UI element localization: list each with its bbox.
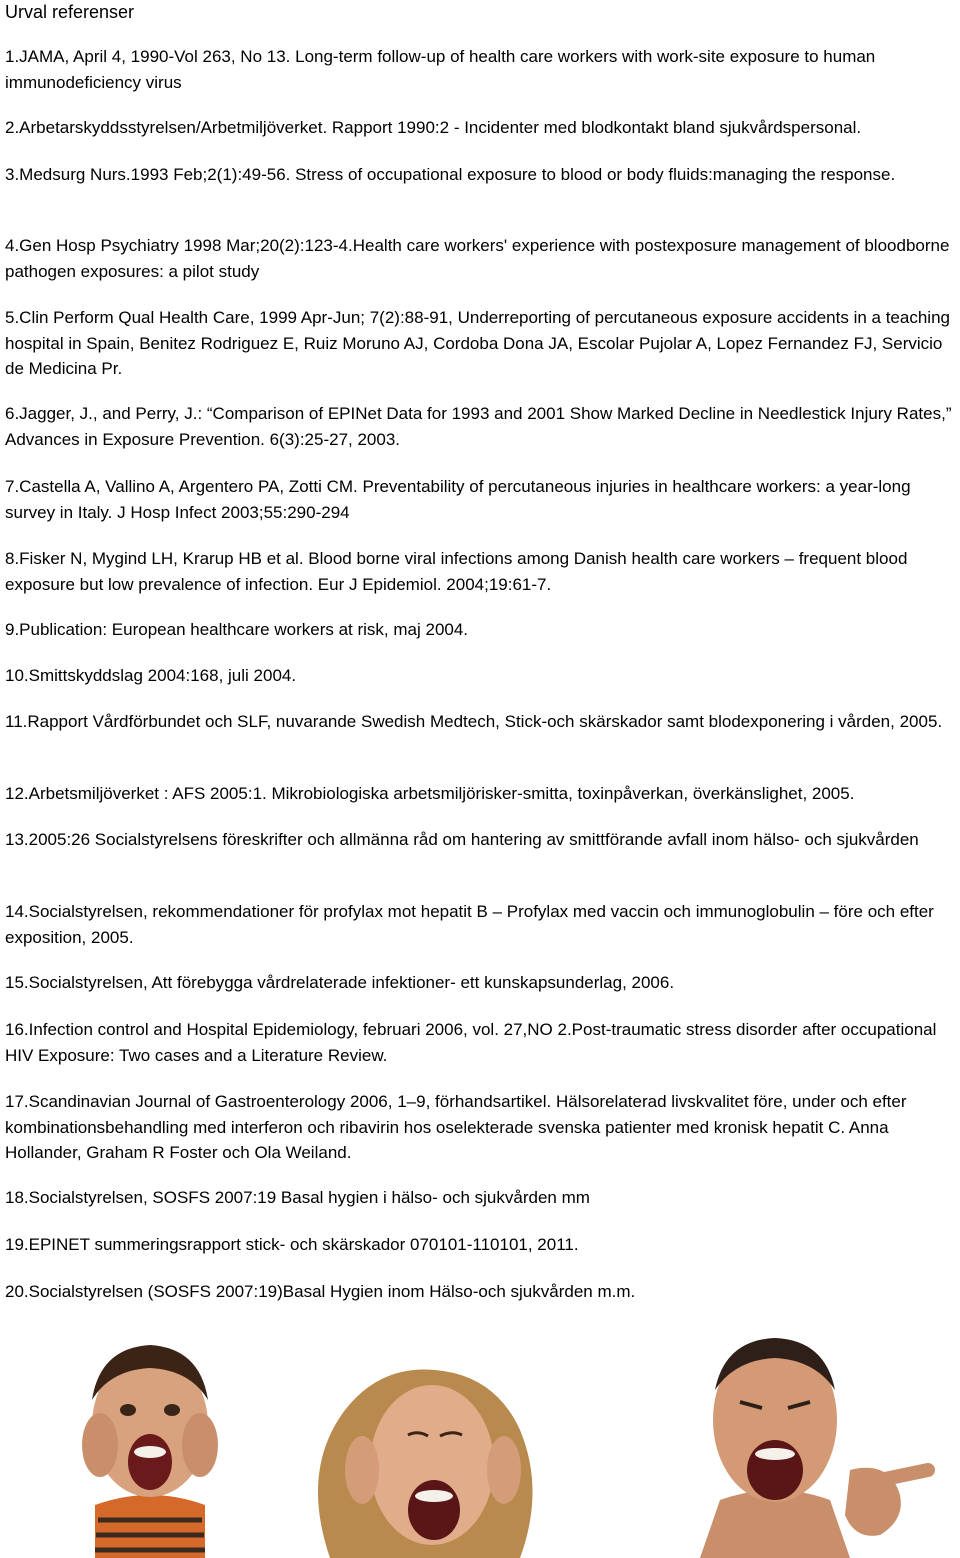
reference-item-1: 1.JAMA, April 4, 1990-Vol 263, No 13. Long-term follow-up of health care workers with work-site exposure to human immunodeficiency virus — [5, 47, 876, 92]
reference-item-9: 9.Publication: European healthcare workers at risk, maj 2004. — [5, 620, 469, 639]
reference-item-18: 18.Socialstyrelsen, SOSFS 2007:19 Basal hygien i hälso- och sjukvården mm — [5, 1188, 590, 1207]
reference-item-14: 14.Socialstyrelsen, rekommendationer för profylax mot hepatit B – Profylax med vaccin och immunoglobulin – före och efter exposition, 2005. — [5, 902, 934, 947]
reference-item-6: 6.Jagger, J., and Perry, J.: “Comparison of EPINet Data for 1993 and 2001 Show Marked Decline in Needlestick Injury Rates,” Advances in Exposure Prevention. 6(3):25-27, 2003. — [5, 404, 952, 449]
screaming-child-photo — [82, 1345, 218, 1558]
screaming-people-photo-strip — [0, 1320, 960, 1558]
reference-item-16: 16.Infection control and Hospital Epidemiology, februari 2006, vol. 27,NO 2.Post-traumatic stress disorder after occupational HIV Exposure: Two cases and a Literature Review. — [5, 1020, 937, 1065]
reference-item-5: 5.Clin Perform Qual Health Care, 1999 Apr-Jun; 7(2):88-91, Underreporting of percutaneous exposure accidents in a teaching hospital in Spain, Benitez Rodriguez E, Ruiz Moruno AJ, Cordoba Dona JA, Escolar Pujolar A, Lopez Fernandez FJ, Servicio de Medicina Pr. — [5, 308, 950, 378]
reference-item-15: 15.Socialstyrelsen, Att förebygga vårdrelaterade infektioner- ett kunskapsunderlag, 2006. — [5, 973, 675, 992]
reference-item-4: 4.Gen Hosp Psychiatry 1998 Mar;20(2):123-4.Health care workers' experience with postexposure management of bloodborne pathogen exposures: a pilot study — [5, 236, 950, 281]
reference-item-7: 7.Castella A, Vallino A, Argentero PA, Zotti CM. Preventability of percutaneous injuries in healthcare workers: a year-long survey in Italy. J Hosp Infect 2003;55:290-294 — [5, 477, 911, 522]
reference-item-8: 8.Fisker N, Mygind LH, Krarup HB et al. Blood borne viral infections among Danish health care workers – frequent blood exposure but low prevalence of infection. Eur J Epidemiol. 2004;19:61-7. — [5, 549, 908, 594]
reference-item-3: 3.Medsurg Nurs.1993 Feb;2(1):49-56. Stress of occupational exposure to blood or body fluids:managing the response. — [5, 165, 896, 184]
reference-item-17: 17.Scandinavian Journal of Gastroenterology 2006, 1–9, förhandsartikel. Hälsorelaterad livskvalitet före, under och efter kombinationsbehandling med interferon och ribavirin hos oselekterade svenska patienter med kronisk hepatit C. Anna Hollander, Graham R Foster och Ola Weiland. — [5, 1092, 907, 1162]
reference-item-20: 20.Socialstyrelsen (SOSFS 2007:19)Basal Hygien inom Hälso-och sjukvården m.m. — [5, 1282, 636, 1301]
reference-item-11: 11.Rapport Vårdförbundet och SLF, nuvarande Swedish Medtech, Stick-och skärskador samt blodexponering i vården, 2005. — [5, 712, 943, 731]
reference-item-12: 12.Arbetsmiljöverket : AFS 2005:1. Mikrobiologiska arbetsmiljörisker-smitta, toxinpåverkan, överkänslighet, 2005. — [5, 784, 855, 803]
reference-item-10: 10.Smittskyddslag 2004:168, juli 2004. — [5, 666, 297, 685]
screaming-woman-photo — [318, 1370, 533, 1558]
screaming-man-photo — [700, 1338, 928, 1558]
reference-item-19: 19.EPINET summeringsrapport stick- och skärskador 070101-110101, 2011. — [5, 1235, 579, 1254]
reference-item-13: 13.2005:26 Socialstyrelsens föreskrifter och allmänna råd om hantering av smittförande avfall inom hälso- och sjukvården — [5, 830, 919, 849]
page-heading: Urval referenser — [5, 2, 135, 22]
reference-item-2: 2.Arbetarskyddsstyrelsen/Arbetmiljöverket. Rapport 1990:2 - Incidenter med blodkontakt bland sjukvårdspersonal. — [5, 118, 862, 137]
